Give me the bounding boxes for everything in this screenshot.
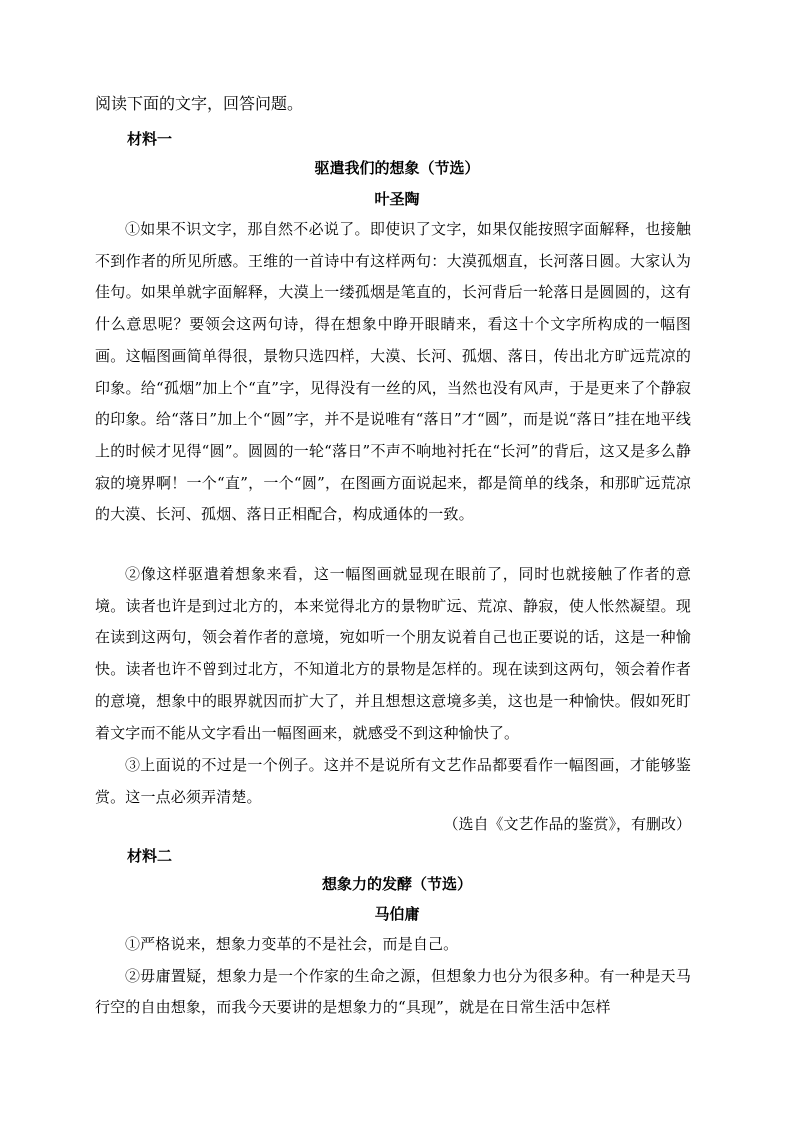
material-1-source: （选自《文艺作品的鉴赏》，有删改）: [443, 815, 691, 833]
question-intro: 阅读下面的文字，回答问题。: [95, 94, 304, 113]
material-1-paragraph: ①如果不识文字，那自然不必说了。即使识了文字，如果仅能按照字面解释，也接触不到作者的所见所感。王维的一首诗中有这样两句：大漠孤烟直，长河落日圆。大家认为佳句。如果单就字面解释，大漠上一缕孤烟是笔直的，长河背后一轮落日是圆圆的，这有什么意思呢？要领会这两句诗，得在想象中睁开眼睛来，看这十个文字所构成的一幅图画。这幅图画简单得很，景物只选四样，大漠、长河、孤烟、落日，传出北方旷远荒凉的印象。给“孤烟”加上个“直”字，见得没有一丝的风，当然也没有风声，于是更来了个静寂的印象。给“落日”加上个“圆”字，并不是说唯有“落日”才“圆”，而是说“落日”挂在地平线上的时候才见得“圆”。圆圆的一轮“落日”不声不响地衬托在“长河”的背后，这又是多么静寂的境界啊！一个“直”，一个“圆”，在图画方面说起来，都是简单的线条，和那旷远荒凉的大漠、长河、孤烟、落日正相配合，构成通体的一致。: [95, 220, 691, 524]
material-1-title: 驱遣我们的想象（节选）: [314, 159, 480, 177]
material-1-author: 叶圣陶: [374, 190, 420, 208]
material-2-paragraph: ②毋庸置疑，想象力是一个作家的生命之源，但想象力也分为很多种。有一种是天马行空的自由想象，而我今天要讲的是想象力的“具现”，就是在日常生活中怎样: [95, 967, 691, 1016]
material-1-paragraph: ②像这样驱遣着想象来看，这一幅图画就显现在眼前了，同时也就接触了作者的意境。读者也许是到过北方的，本来觉得北方的景物旷远、荒凉、静寂，使人怅然凝望。现在读到这两句，领会着作者的意境，宛如听一个朋友说着自己也正要说的话，这是一种愉快。读者也许不曾到过北方，不知道北方的景物是怎样的。现在读到这两句，领会着作者的意境，想象中的眼界就因而扩大了，并且想想这意境多美，这也是一种愉快。假如死盯着文字而不能从文字看出一幅图画来，就感受不到这种愉快了。: [95, 565, 691, 742]
material-1-label: 材料一: [127, 130, 173, 148]
material-2-title: 想象力的发酵（节选）: [321, 875, 472, 893]
material-2-label: 材料二: [127, 847, 173, 865]
material-1-paragraph: ③上面说的不过是一个例子。这并不是说所有文艺作品都要看作一幅图画，才能够鉴赏。这一点必须弄清楚。: [95, 756, 691, 806]
material-2-paragraph: ①严格说来，想象力变革的不是社会，而是自己。: [125, 935, 459, 953]
material-2-author: 马伯庸: [374, 905, 420, 923]
